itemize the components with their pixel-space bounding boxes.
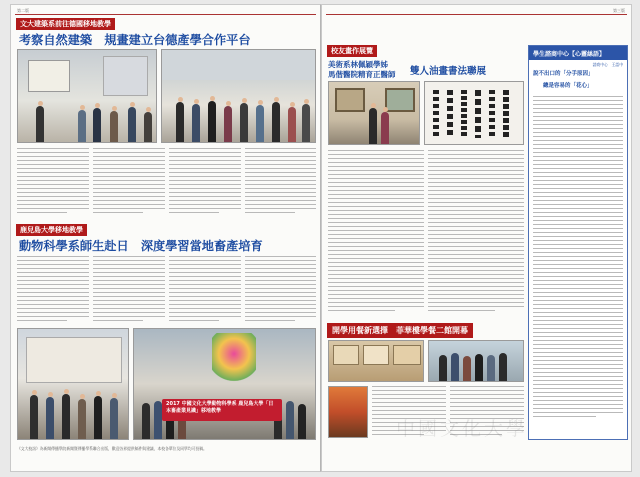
story2-banner: 2017 中國文化大學動物科學系 鹿兒島大學「日本畜產業見識」移地教學 — [162, 399, 282, 421]
right-story1-headline-line2: 馬偕醫院精育正醫師 — [328, 70, 396, 79]
right-story2-tag: 開學用餐新選擇 菲華樓學餐二館開幕 — [327, 323, 473, 338]
left-page-folio: 第二版 — [17, 8, 29, 13]
right-story1-body-col1 — [328, 150, 424, 315]
newspaper-spread — [10, 4, 632, 472]
story1-headline: 考察自然建築 規畫建立台德產學合作平台 — [19, 33, 251, 47]
right-story1-headline-right: 雙人油畫書法聯展 — [410, 66, 487, 77]
story2-body-col4 — [245, 256, 316, 326]
right-page — [321, 4, 632, 472]
right-page-folio: 第三版 — [613, 8, 625, 13]
story2-body-col1 — [17, 256, 89, 326]
story2-photo-building — [17, 328, 129, 440]
left-page — [10, 4, 321, 472]
story1-body-col1 — [17, 148, 89, 218]
story1-body-col2 — [93, 148, 165, 218]
story2-photo-group-banner — [133, 328, 316, 440]
story1-body-col3 — [169, 148, 241, 218]
right-story2-photo-cafeteria — [328, 340, 424, 382]
story1-photo-group — [161, 49, 316, 143]
top-rule-right — [326, 14, 627, 15]
sidebar-header-sub: 諮商中心 王認中 — [592, 62, 623, 67]
sidebar-body — [533, 96, 623, 436]
watermark: 中國文化大學 — [396, 418, 529, 440]
right-story1-photo-exhibition — [328, 81, 420, 145]
story2-tag: 鹿兒島大學移地教學 — [16, 224, 87, 236]
top-rule — [15, 14, 316, 15]
story2-body-col3 — [169, 256, 241, 326]
story2-headline: 動物科學系師生赴日 深度學習當地畜產培育 — [19, 239, 263, 253]
right-story1-tag: 校友畫作展覽 — [327, 45, 377, 57]
right-story2-photo-food — [328, 386, 368, 438]
right-story1-body-col2 — [428, 150, 524, 315]
sidebar-header: 學生諮商中心【心靈絲語】 — [529, 46, 627, 60]
left-page-footer: 《文大校訊》為新聞傳播學院新聞暨傳播學系聯合出版，歡迎各界提供稿件與建議，本校各單位及同學均可投稿。 — [17, 446, 207, 451]
right-story1-photo-calligraphy — [424, 81, 524, 145]
right-story1-headline-line1: 美術系林佩穎學姊 — [328, 60, 388, 69]
story1-tag: 文大建築系前往德國移地教學 — [16, 18, 115, 30]
counseling-sidebar — [528, 45, 628, 440]
sidebar-subtitle-line1: 說不出口的「分手原因」 — [533, 71, 594, 77]
story1-body-col4 — [245, 148, 316, 218]
sidebar-subtitle-line2: 總是容易的「花心」 — [543, 83, 593, 89]
story1-photo-lecture — [17, 49, 157, 143]
right-story2-photo-opening — [428, 340, 524, 382]
story2-body-col2 — [93, 256, 165, 326]
